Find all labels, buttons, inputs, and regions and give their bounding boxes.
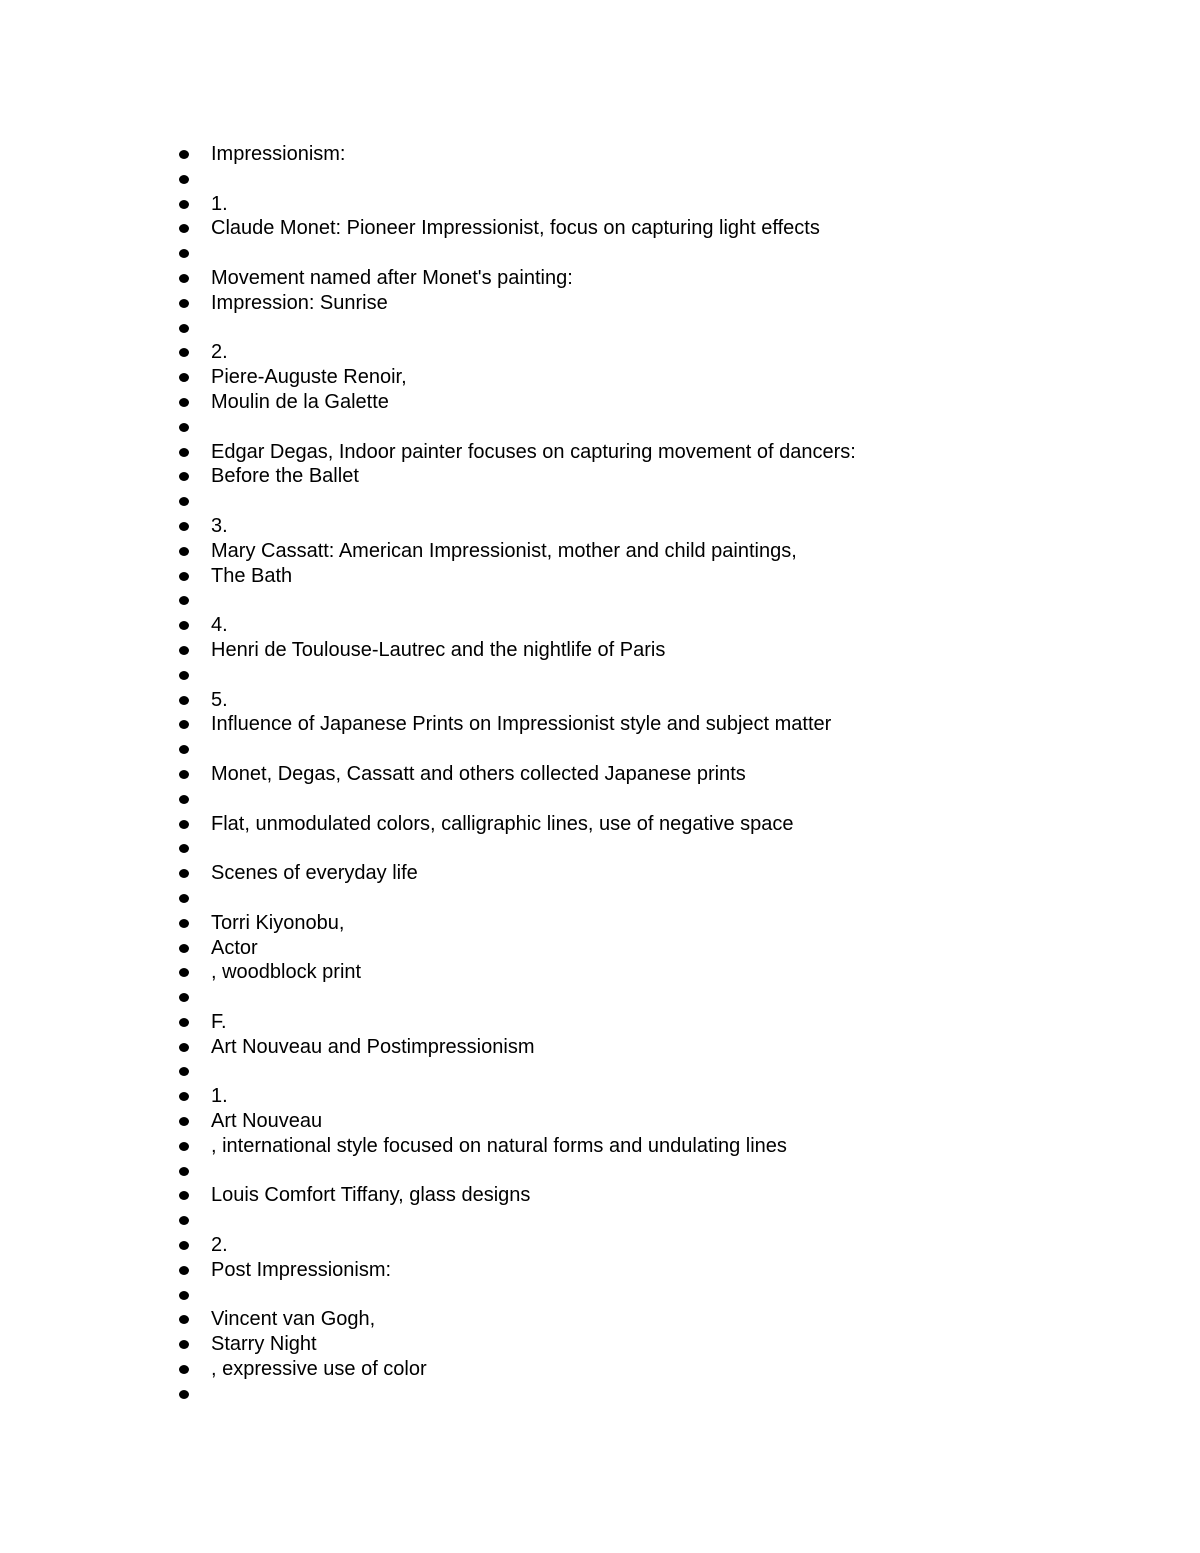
list-item (176, 836, 1136, 861)
bullet-icon (179, 869, 189, 878)
list-item-text: Torri Kiyonobu, (211, 911, 345, 934)
bullet-icon (179, 274, 189, 283)
bullet-icon (179, 1067, 189, 1076)
bullet-icon (179, 720, 189, 729)
bullet-icon (179, 200, 189, 209)
bullet-icon (179, 348, 189, 357)
list-item-text: 2. (211, 1234, 228, 1257)
bullet-icon (179, 1117, 189, 1126)
list-item-text: Vincent van Gogh, (211, 1308, 376, 1331)
bullet-icon (179, 596, 189, 605)
list-item-text: Movement named after Monet's painting: (211, 266, 573, 289)
list-item-text: 5. (211, 688, 228, 711)
bullet-icon (179, 249, 189, 258)
list-item (176, 216, 1136, 241)
list-item-text: Starry Night (211, 1333, 317, 1356)
list-item (176, 737, 1136, 762)
list-item (176, 886, 1136, 911)
list-item (176, 514, 1136, 539)
bullet-icon (179, 1365, 189, 1374)
list-item-text: Art Nouveau (211, 1110, 323, 1133)
list-item-text: F. (211, 1010, 227, 1033)
bullet-icon (179, 820, 189, 829)
list-item-text: Before the Ballet (211, 465, 359, 488)
list-item (176, 762, 1136, 787)
bullet-icon (179, 671, 189, 680)
list-item (176, 1059, 1136, 1084)
bullet-icon (179, 696, 189, 705)
list-item (176, 1134, 1136, 1159)
bullet-icon (179, 894, 189, 903)
bullet-icon (179, 324, 189, 333)
list-item (176, 985, 1136, 1010)
list-item-text: Art Nouveau and Postimpressionism (211, 1035, 535, 1058)
list-item (176, 1382, 1136, 1407)
list-item (176, 464, 1136, 489)
list-item-text: Claude Monet: Pioneer Impressionist, focus on capturing light effects (211, 217, 820, 240)
bullet-icon (179, 993, 189, 1002)
list-item-text: , international style focused on natural forms and undulating lines (211, 1134, 787, 1157)
list-item-text: Scenes of everyday life (211, 862, 418, 885)
list-item-text: 4. (211, 614, 228, 637)
bullet-icon (179, 1216, 189, 1225)
list-item-text: The Bath (211, 564, 293, 587)
list-item-text: 3. (211, 514, 228, 537)
list-item (176, 440, 1136, 465)
bullet-icon (179, 919, 189, 928)
bullet-icon (179, 1266, 189, 1275)
bullet-icon (179, 175, 189, 184)
list-item (176, 1233, 1136, 1258)
bullet-icon (179, 621, 189, 630)
bullet-icon (179, 745, 189, 754)
bullet-icon (179, 844, 189, 853)
bullet-icon (179, 1340, 189, 1349)
bullet-icon (179, 795, 189, 804)
bullet-icon (179, 1191, 189, 1200)
list-item (176, 861, 1136, 886)
list-item (176, 291, 1136, 316)
list-item (176, 241, 1136, 266)
bullet-icon (179, 646, 189, 655)
list-item-text: Mary Cassatt: American Impressionist, mother and child paintings, (211, 539, 797, 562)
list-item (176, 415, 1136, 440)
list-item-text: Henri de Toulouse-Lautrec and the nightlife of Paris (211, 638, 666, 661)
list-item (176, 638, 1136, 663)
bullet-icon (179, 472, 189, 481)
list-item-text: , woodblock print (211, 961, 362, 984)
list-item (176, 390, 1136, 415)
bullet-icon (179, 1142, 189, 1151)
bullet-icon (179, 497, 189, 506)
bullet-icon (179, 1291, 189, 1300)
bullet-icon (179, 1092, 189, 1101)
list-item-text: Moulin de la Galette (211, 390, 389, 413)
list-item (176, 1307, 1136, 1332)
list-item-text: 1. (211, 192, 228, 215)
list-item (176, 489, 1136, 514)
list-item (176, 1283, 1136, 1308)
list-item-text: Piere-Auguste Renoir, (211, 366, 407, 389)
bullet-icon (179, 944, 189, 953)
list-item-text: Edgar Degas, Indoor painter focuses on capturing movement of dancers: (211, 440, 856, 463)
bullet-icon (179, 423, 189, 432)
list-item (176, 142, 1136, 167)
bullet-icon (179, 1390, 189, 1399)
list-item-text: 2. (211, 341, 228, 364)
list-item (176, 613, 1136, 638)
list-item-text: Influence of Japanese Prints on Impressionist style and subject matter (211, 713, 832, 736)
bullet-icon (179, 224, 189, 233)
list-item-text: Louis Comfort Tiffany, glass designs (211, 1184, 531, 1207)
list-item (176, 1332, 1136, 1357)
bullet-list (176, 142, 1136, 1407)
bullet-icon (179, 1241, 189, 1250)
list-item (176, 688, 1136, 713)
list-item-text: Flat, unmodulated colors, calligraphic lines, use of negative space (211, 812, 794, 835)
bullet-icon (179, 968, 189, 977)
list-item-text: Post Impressionism: (211, 1258, 392, 1281)
list-item (176, 712, 1136, 737)
bullet-icon (179, 1018, 189, 1027)
list-item (176, 1183, 1136, 1208)
list-item-text: Impression: Sunrise (211, 291, 388, 314)
bullet-icon (179, 299, 189, 308)
bullet-icon (179, 150, 189, 159)
list-item (176, 960, 1136, 985)
list-item (176, 911, 1136, 936)
list-item (176, 167, 1136, 192)
list-item (176, 1159, 1136, 1184)
bullet-icon (179, 572, 189, 581)
list-item (176, 1010, 1136, 1035)
list-item (176, 812, 1136, 837)
list-item (176, 1208, 1136, 1233)
list-item (176, 192, 1136, 217)
list-item (176, 1035, 1136, 1060)
bullet-icon (179, 1315, 189, 1324)
list-item (176, 365, 1136, 390)
list-item (176, 340, 1136, 365)
list-item-text: , expressive use of color (211, 1358, 427, 1381)
list-item-text: Impressionism: (211, 143, 346, 165)
bullet-icon (179, 1043, 189, 1052)
list-item (176, 936, 1136, 961)
bullet-icon (179, 448, 189, 457)
list-item-text: Monet, Degas, Cassatt and others collected Japanese prints (211, 762, 746, 785)
list-item (176, 266, 1136, 291)
list-item (176, 663, 1136, 688)
bullet-icon (179, 1167, 189, 1176)
list-item (176, 1109, 1136, 1134)
list-item (176, 588, 1136, 613)
bullet-icon (179, 398, 189, 407)
list-item (176, 539, 1136, 564)
list-item (176, 564, 1136, 589)
list-item-text: Actor (211, 936, 258, 959)
bullet-icon (179, 522, 189, 531)
bullet-icon (179, 770, 189, 779)
list-item (176, 1357, 1136, 1382)
bullet-icon (179, 547, 189, 556)
list-item (176, 316, 1136, 341)
list-item (176, 787, 1136, 812)
bullet-icon (179, 373, 189, 382)
list-item-text: 1. (211, 1085, 228, 1108)
list-item (176, 1084, 1136, 1109)
list-item (176, 1258, 1136, 1283)
